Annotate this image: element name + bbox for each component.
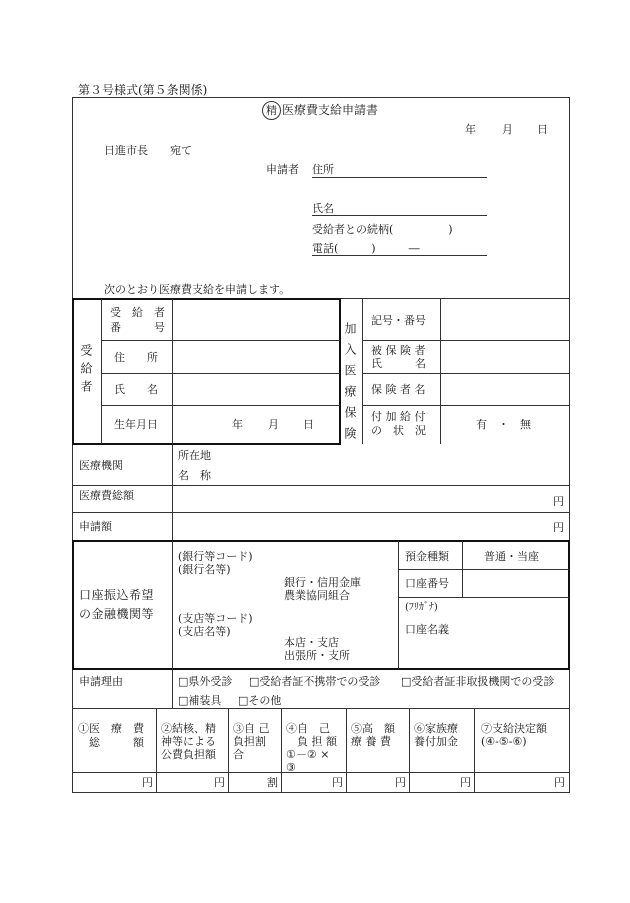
- recipient-address-label: 住 所: [114, 351, 158, 364]
- reason-other[interactable]: □その他: [238, 694, 282, 707]
- claim-amount-label: 申請額: [79, 520, 112, 533]
- applicant-label: 申請者: [266, 163, 299, 176]
- calc-unit-2: 円: [214, 776, 225, 789]
- frame-top: [72, 97, 570, 98]
- supplementary-value[interactable]: 有 ・ 無: [476, 418, 531, 431]
- calc-col7-line2: (④-⑤-⑥): [481, 735, 527, 748]
- dob-year: 年: [232, 418, 243, 431]
- bank-label-1: 口座振込希望: [79, 588, 155, 602]
- form-caption: 第３号様式(第５条関係): [78, 83, 208, 97]
- institution-location-label: 所在地: [178, 449, 211, 462]
- institution-name-label: 名 称: [178, 469, 211, 482]
- branch-types-1: 本店・支店: [284, 636, 339, 649]
- reason-prosthetics[interactable]: □補装具: [178, 694, 222, 707]
- insured-name-label-1: 被 保 険 者: [371, 344, 426, 357]
- insured-name-label-2: 氏 名: [371, 357, 426, 370]
- supplementary-label-1: 付 加 給 付: [371, 410, 426, 423]
- bank-code-label: (銀行等コード): [178, 550, 253, 563]
- row-line: [72, 512, 570, 513]
- frame-right: [569, 97, 570, 793]
- frame-bottom: [72, 792, 570, 793]
- bank-name-label: (銀行名等): [178, 563, 231, 576]
- form-title: [262, 101, 378, 120]
- bank-box-bottom: [72, 668, 570, 670]
- medical-institution-label: 医療機関: [79, 459, 123, 472]
- insurance-group-label: 加入医療保険: [343, 322, 357, 448]
- row-line: [101, 373, 340, 374]
- insurance-divider: [362, 299, 363, 444]
- applicant-phone-line: [312, 255, 487, 256]
- applicant-relation[interactable]: 受給者との続柄( ): [312, 223, 453, 236]
- date-year: 年: [465, 123, 476, 136]
- deposit-type-label: 預金種類: [405, 550, 449, 563]
- row-line: [72, 708, 570, 709]
- recipient-name-label: 氏 名: [114, 383, 158, 396]
- total-cost-label: 医療費総額: [79, 489, 134, 502]
- reason-no-card[interactable]: □受給者証不携帯での受診: [249, 675, 381, 688]
- calc-unit-4: 円: [332, 776, 343, 789]
- calc-col-divider: [156, 709, 157, 792]
- calc-col-divider: [409, 709, 410, 792]
- recipient-box-top: [72, 298, 341, 300]
- calc-unit-7: 円: [554, 776, 565, 789]
- calc-col4-line1: ④自 己: [286, 722, 330, 735]
- branch-types-2: 出張所・支所: [284, 649, 350, 662]
- calc-unit-1: 円: [142, 776, 153, 789]
- insurance-value-divider: [440, 299, 441, 444]
- total-cost-unit: 円: [553, 495, 564, 508]
- applicant-name-line[interactable]: [312, 215, 487, 216]
- recipient-number-label-1: 受 給 者: [110, 306, 165, 319]
- bank-box-right: [568, 540, 570, 670]
- applicant-address-line[interactable]: [312, 177, 487, 178]
- dob-month: 月: [268, 418, 279, 431]
- calc-unit-5: 円: [395, 776, 406, 789]
- recipient-box-bottom: [72, 443, 341, 445]
- row-line: [101, 340, 340, 341]
- calc-col3-line1: ③自 己: [233, 722, 270, 735]
- calc-unit-3: 割: [267, 776, 278, 789]
- bank-types-2: 農業協同組合: [284, 589, 350, 602]
- recipient-dob-label: 生年月日: [114, 418, 158, 431]
- row-line: [399, 569, 569, 570]
- calc-col4-line4: ③: [286, 761, 296, 774]
- date-month: 月: [502, 123, 513, 136]
- recipient-box-right: [339, 298, 341, 445]
- reason-outside-prefecture[interactable]: □県外受診: [178, 675, 233, 688]
- bank-label-divider: [172, 541, 173, 669]
- dob-day: 日: [303, 418, 314, 431]
- calc-col-divider: [474, 709, 475, 792]
- recipient-group-label: 受給者: [79, 344, 93, 398]
- calc-col4-line2: 負 担 額: [286, 735, 337, 748]
- label-divider: [172, 670, 173, 708]
- insurer-name-label: 保 険 者 名: [371, 383, 426, 396]
- applicant-phone[interactable]: 電話( ) ―: [312, 242, 420, 255]
- account-name-label: 口座名義: [405, 623, 449, 636]
- bank-label-2: の金融機関等: [79, 607, 155, 621]
- calc-col6-line1: ⑥家族療: [414, 722, 458, 735]
- recipient-divider: [101, 299, 102, 444]
- account-number-label: 口座番号: [405, 577, 449, 590]
- deposit-type-value[interactable]: 普通・当座: [484, 550, 539, 563]
- calc-col6-line2: 養付加金: [414, 735, 458, 748]
- calc-col2-line3: 公費負担額: [161, 748, 216, 761]
- bank-box-left: [72, 540, 74, 670]
- reason-non-handling[interactable]: □受給者証非取扱機関での受診: [401, 675, 555, 688]
- calc-col-divider: [346, 709, 347, 792]
- addressee: 日進市長 宛て: [104, 144, 192, 157]
- seisan-mark-icon: 精: [262, 101, 281, 120]
- recipient-value-divider: [172, 299, 173, 444]
- label-divider: [172, 445, 173, 540]
- calc-col-divider: [228, 709, 229, 792]
- reason-label: 申請理由: [79, 675, 123, 688]
- row-line: [399, 597, 569, 598]
- bank-box-top: [72, 540, 570, 542]
- calc-col4-line3: ①－② ×: [286, 748, 330, 761]
- calc-col1-line2: 総 額: [78, 736, 144, 749]
- recipient-number-label-2: 番 号: [110, 321, 165, 334]
- calc-col2-line2: 神等による: [161, 735, 216, 748]
- symbol-number-label: 記号・番号: [371, 314, 426, 327]
- row-line: [72, 485, 570, 486]
- row-line: [362, 340, 569, 341]
- statement: 次のとおり医療費支給を申請します。: [104, 283, 291, 296]
- calc-col3-line2: 負担割: [233, 735, 266, 748]
- calc-col-divider: [281, 709, 282, 792]
- calc-col2-line1: ②結核、精: [161, 722, 216, 735]
- branch-name-label: (支店名等): [178, 625, 231, 638]
- row-line: [362, 405, 569, 406]
- furigana-label: (ﾌﾘｶﾞﾅ): [405, 602, 438, 613]
- calc-col5-line1: ⑤高 額: [351, 722, 395, 735]
- bank-right-divider: [398, 541, 399, 669]
- calc-col5-line2: 療 養 費: [351, 735, 391, 748]
- calc-col3-line3: 合: [233, 748, 244, 761]
- recipient-box-left: [72, 298, 74, 445]
- applicant-address-label: 住所: [312, 163, 334, 176]
- row-line: [72, 772, 570, 773]
- calc-col7-line1: ⑦支給決定額: [481, 722, 547, 735]
- date-day: 日: [537, 123, 548, 136]
- branch-code-label: (支店等コード): [178, 612, 253, 625]
- calc-unit-6: 円: [460, 776, 471, 789]
- row-line: [101, 405, 340, 406]
- row-line: [362, 373, 569, 374]
- bank-types-1: 銀行・信用金庫: [284, 576, 361, 589]
- form-title-text: 医療費支給申請書: [282, 103, 379, 117]
- frame-left: [72, 97, 73, 793]
- calc-col1-line1: ①医 療 費: [78, 722, 144, 735]
- applicant-name-label: 氏名: [312, 202, 334, 215]
- supplementary-label-2: の 状 況: [371, 424, 426, 437]
- claim-amount-unit: 円: [553, 521, 564, 534]
